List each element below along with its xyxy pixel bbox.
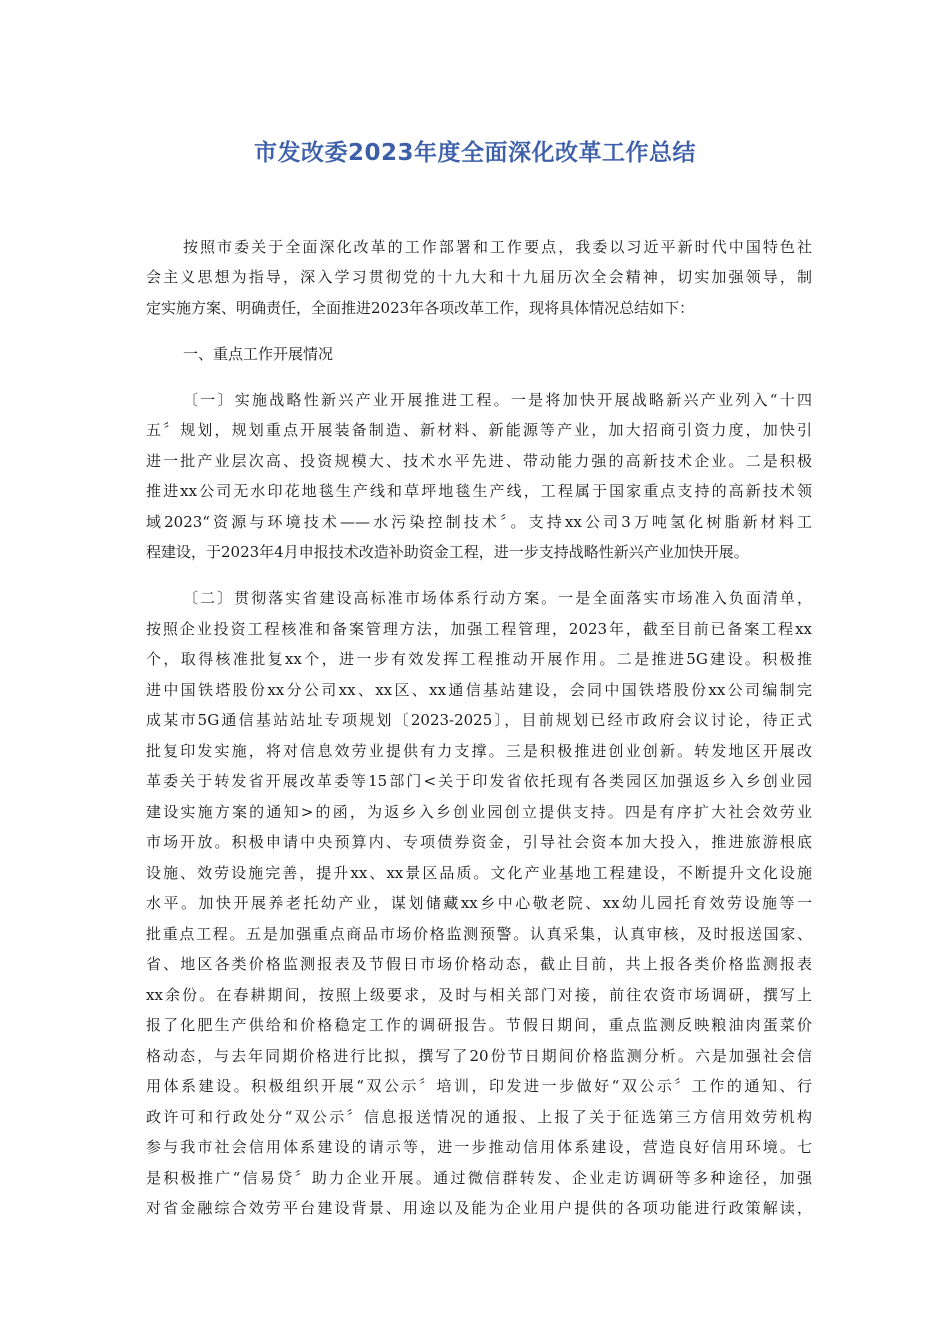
text-line: 报了化肥生产供给和价格稳定工作的调研报告。节假日期间，重点监测反映粮油肉蛋菜价 — [146, 1016, 812, 1034]
text-line: 推进xx公司无水印花地毯生产线和草坪地毯生产线，工程属于国家重点支持的高新技术领 — [146, 482, 812, 500]
text-line: 按照市委关于全面深化改革的工作部署和工作要点，我委以习近平新时代中国特色社 — [183, 238, 812, 256]
text-line: xx余份。在春耕期间，按照上级要求，及时与相关部门对接，前往农资市场调研，撰写上 — [146, 986, 812, 1004]
text-line: 政许可和行政处分“双公示〞信息报送情况的通报、上报了关于征选第三方信用效劳机构 — [146, 1108, 812, 1126]
text-line: 成某市5G通信基站站址专项规划〔2023-2025〕，目前规划已经市政府会议讨论，待正式 — [146, 711, 812, 729]
text-line: 参与我市社会信用体系建设的请示等，进一步推动信用体系建设，营造良好信用环境。七 — [146, 1138, 812, 1156]
text-line: 批重点工程。五是加强重点商品市场价格监测预警。认真采集，认真审核，及时报送国家、 — [146, 925, 812, 943]
text-line: 〔二〕贯彻落实省建设高标准市场体系行动方案。一是全面落实市场准入负面清单， — [183, 589, 812, 607]
text-line: 格动态，与去年同期价格进行比拟，撰写了20份节日期间价格监测分析。六是加强社会信 — [146, 1047, 812, 1065]
document-title: 市发改委2023年度全面深化改革工作总结 — [253, 140, 696, 166]
text-line: 进一批产业层次高、投资规模大、技术水平先进、带动能力强的高新技术企业。二是积极 — [146, 452, 812, 470]
text-line: 设施、效劳设施完善，提升xx、xx景区品质。文化产业基地工程建设，不断提升文化设施 — [146, 864, 812, 882]
text-line: 批复印发实施，将对信息效劳业提供有力支撑。三是积极推进创业创新。转发地区开展改 — [146, 742, 812, 760]
text-line: 建设实施方案的通知>的函，为返乡入乡创业园创立提供支持。四是有序扩大社会效劳业 — [146, 803, 812, 821]
text-line: 定实施方案、明确责任，全面推进2023年各项改革工作，现将具体情况总结如下： — [146, 299, 695, 317]
section-heading: 一、重点工作开展情况 — [183, 345, 334, 363]
text-line: 水平。加快开展养老托幼产业，谋划储藏xx乡中心敬老院、xx幼儿园托育效劳设施等一 — [146, 894, 812, 912]
text-line: 个，取得核准批复xx个，进一步有效发挥工程推动开展作用。二是推进5G建设。积极推 — [146, 650, 812, 668]
text-line: 〔一〕实施战略性新兴产业开展推进工程。一是将加快开展战略新兴产业列入“十四 — [183, 391, 812, 409]
text-line: 革委关于转发省开展改革委等15部门<关于印发省依托现有各类园区加强返乡入乡创业园 — [146, 772, 812, 790]
text-line: 对省金融综合效劳平台建设背景、用途以及能为企业用户提供的各项功能进行政策解读， — [146, 1199, 812, 1217]
text-line: 五〞规划，规划重点开展装备制造、新材料、新能源等产业，加大招商引资力度，加快引 — [146, 421, 812, 439]
text-line: 域2023“资源与环境技术——水污染控制技术〞。支持xx公司3万吨氢化树脂新材料工 — [146, 513, 812, 531]
text-line: 用体系建设。积极组织开展“双公示〞培训，印发进一步做好“双公示〞工作的通知、行 — [146, 1077, 812, 1095]
text-line: 市场开放。积极申请中央预算内、专项债券资金，引导社会资本加大投入，推进旅游根底 — [146, 833, 812, 851]
text-line: 是积极推广“信易贷〞助力企业开展。通过微信群转发、企业走访调研等多种途径，加强 — [146, 1169, 812, 1187]
text-line: 进中国铁塔股份xx分公司xx、xx区、xx通信基站建设，会同中国铁塔股份xx公司编制完 — [146, 681, 812, 699]
text-line: 省、地区各类价格监测报表及节假日市场价格动态，截止目前，共上报各类价格监测报表 — [146, 955, 812, 973]
text-line: 会主义思想为指导，深入学习贯彻党的十九大和十九届历次全会精神，切实加强领导，制 — [146, 268, 812, 286]
text-line: 程建设，于2023年4月申报技术改造补助资金工程，进一步支持战略性新兴产业加快开展。 — [146, 543, 749, 561]
text-line: 按照企业投资工程核准和备案管理方法，加强工程管理，2023年，截至目前已备案工程xx — [146, 620, 812, 638]
